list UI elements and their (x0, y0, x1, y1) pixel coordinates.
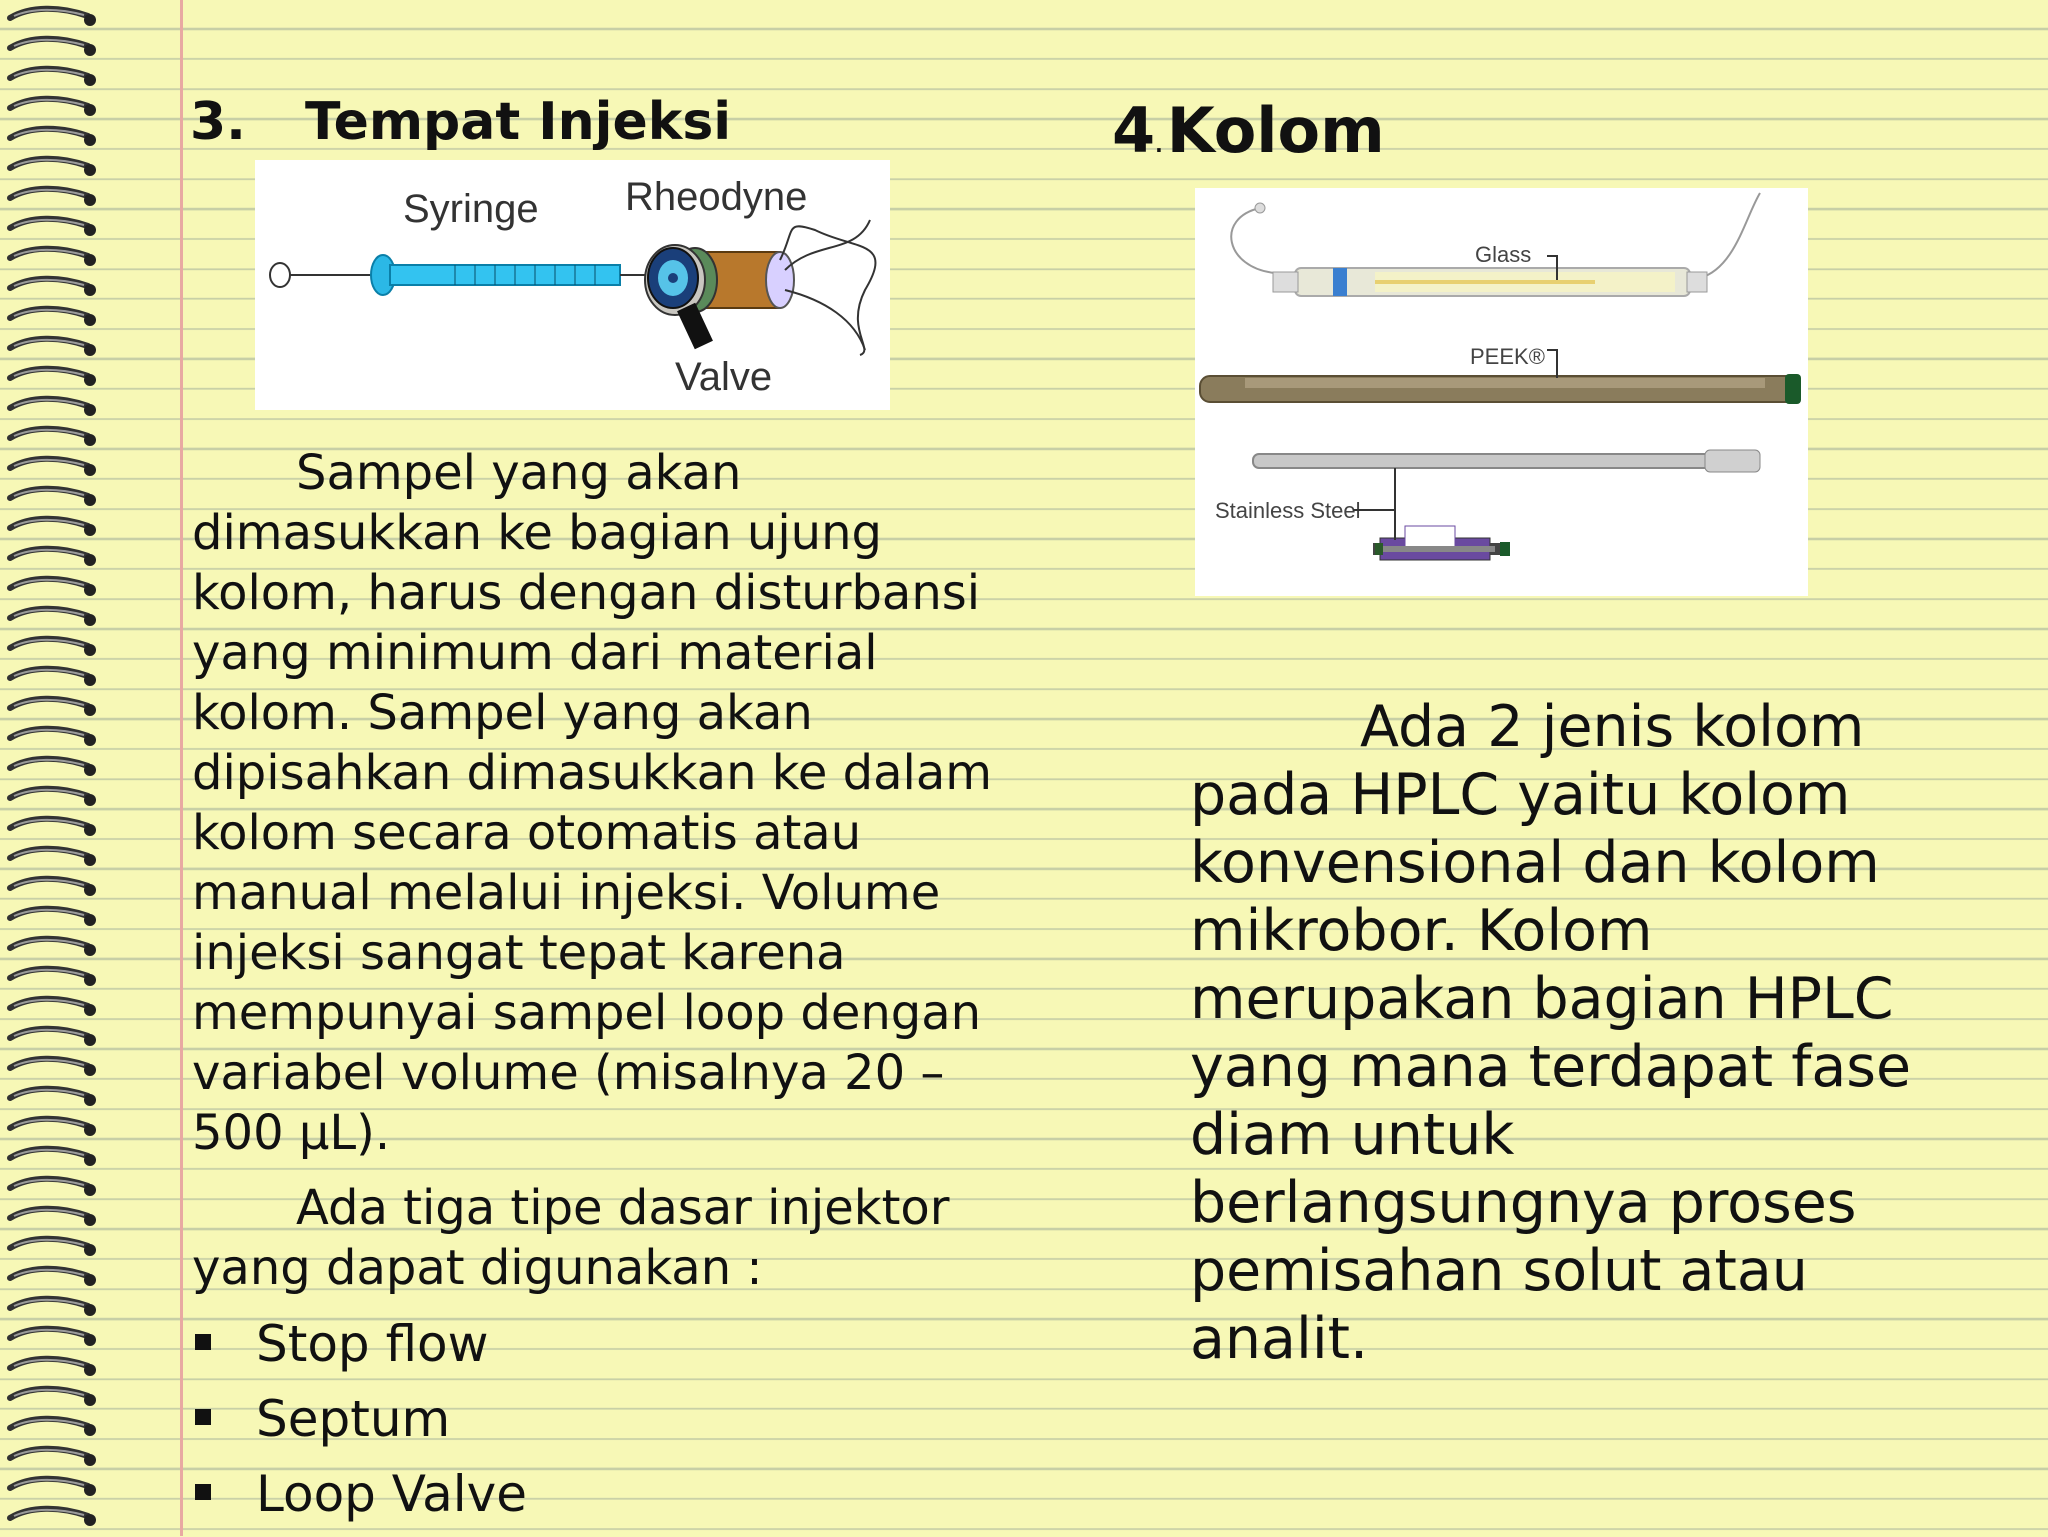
paragraph-line-text: Sampel yang akan (296, 445, 742, 501)
paragraph-line (192, 563, 992, 623)
rheodyne-label: Rheodyne (625, 175, 808, 219)
paragraph-line-text: kolom, harus dengan disturbansi (192, 565, 981, 621)
paragraph-line (192, 683, 992, 743)
syringe-label: Syringe (403, 187, 539, 231)
paragraph-line-text: Ada tiga tipe dasar injektor (296, 1180, 950, 1236)
paragraph-line (1190, 1101, 1911, 1169)
section-3-number: 3. (190, 92, 246, 152)
spiral-ring (10, 399, 96, 416)
spiral-ring (10, 1299, 96, 1316)
bullet-square-icon (195, 1484, 211, 1500)
paragraph-line-text: kolom. Sampel yang akan (192, 685, 813, 741)
spiral-ring (10, 1479, 96, 1496)
spiral-ring (10, 1149, 96, 1166)
paragraph-line-text: Ada 2 jenis kolom (1360, 694, 1865, 760)
spiral-ring (10, 759, 96, 776)
paragraph-line-text: 500 μL). (192, 1105, 391, 1161)
spiral-ring (10, 1359, 96, 1376)
peek-label: PEEK® (1470, 344, 1545, 369)
spiral-ring (10, 699, 96, 716)
paragraph-line-text: berlangsungnya proses (1190, 1170, 1857, 1236)
spiral-ring (10, 459, 96, 476)
valve-label: Valve (675, 355, 773, 399)
spiral-ring (10, 1209, 96, 1226)
paragraph-line-text: yang minimum dari material (192, 625, 878, 681)
spiral-ring (10, 9, 96, 26)
spiral-ring (10, 1179, 96, 1196)
spiral-ring (10, 339, 96, 356)
spiral-ring (10, 1329, 96, 1346)
paragraph-line (1190, 897, 1911, 965)
stainless-label: Stainless Steel (1215, 498, 1361, 523)
syringe-barrel (390, 265, 620, 285)
spiral-ring (10, 1419, 96, 1436)
injector-type-label: Stop flow (256, 1315, 489, 1373)
section-4-heading (1112, 94, 1385, 167)
spiral-ring (10, 189, 96, 206)
column-paragraph (1190, 693, 1911, 1373)
spiral-ring (10, 849, 96, 866)
paragraph-line (192, 1178, 949, 1238)
injector-type-item (195, 1312, 527, 1387)
paragraph-line (192, 443, 992, 503)
spiral-ring (10, 1029, 96, 1046)
injector-type-label: Loop Valve (256, 1465, 527, 1523)
paragraph-line (1190, 1305, 1911, 1373)
spiral-ring (10, 279, 96, 296)
spiral-ring (10, 39, 96, 56)
spiral-ring (10, 1239, 96, 1256)
spiral-ring (10, 819, 96, 836)
column-figure (1195, 188, 1808, 596)
spiral-ring (10, 969, 96, 986)
spiral-ring (10, 669, 96, 686)
paragraph-line (192, 1043, 992, 1103)
paragraph-line (1190, 1033, 1911, 1101)
section-4-title: Kolom (1166, 94, 1385, 167)
spiral-ring (10, 309, 96, 326)
spiral-ring (10, 519, 96, 536)
paragraph-line (1190, 965, 1911, 1033)
paragraph-line (1190, 1237, 1911, 1305)
injection-paragraph-1 (192, 443, 992, 1163)
paragraph-line (192, 503, 992, 563)
paragraph-line-text: mikrobor. Kolom (1190, 898, 1653, 964)
paragraph-line-text: analit. (1190, 1306, 1369, 1372)
paragraph-line-text: konvensional dan kolom (1190, 830, 1880, 896)
paragraph-line (192, 923, 992, 983)
spiral-ring (10, 939, 96, 956)
paragraph-line-text: pada HPLC yaitu kolom (1190, 762, 1851, 828)
spiral-ring (10, 1089, 96, 1106)
spiral-ring (10, 489, 96, 506)
spiral-ring (10, 249, 96, 266)
spiral-ring (10, 429, 96, 446)
spiral-ring (10, 1449, 96, 1466)
paragraph-line (192, 983, 992, 1043)
injector-types-list (195, 1312, 527, 1537)
paragraph-line-text: mempunyai sampel loop dengan (192, 985, 982, 1041)
paragraph-line (1190, 761, 1911, 829)
spiral-ring (10, 999, 96, 1016)
spiral-ring (10, 609, 96, 626)
spiral-ring (10, 1119, 96, 1136)
spiral-ring (10, 1389, 96, 1406)
spiral-ring (10, 129, 96, 146)
paragraph-line-text: yang dapat digunakan : (192, 1240, 763, 1296)
spiral-ring (10, 789, 96, 806)
spiral-ring (10, 549, 96, 566)
section-4-number: 4 (1112, 94, 1156, 167)
paragraph-line-text: diam untuk (1190, 1102, 1515, 1168)
margin-line (180, 0, 183, 1536)
spiral-ring (10, 1059, 96, 1076)
paragraph-line (1190, 693, 1911, 761)
bullet-square-icon (195, 1409, 211, 1425)
injector-type-item (195, 1387, 527, 1462)
section-4-dot: . (1155, 133, 1163, 157)
paragraph-line (1190, 829, 1911, 897)
paragraph-line-text: pemisahan solut atau (1190, 1238, 1808, 1304)
paragraph-line-text: yang mana terdapat fase (1190, 1034, 1912, 1100)
paragraph-line-text: merupakan bagian HPLC (1190, 966, 1894, 1032)
injection-paragraph-2 (192, 1178, 949, 1298)
paragraph-line (192, 863, 992, 923)
spiral-ring (10, 639, 96, 656)
stainless-column (1253, 454, 1758, 468)
paragraph-line (192, 803, 992, 863)
spiral-ring (10, 1509, 96, 1526)
spiral-binding (0, 0, 110, 1536)
spiral-ring (10, 369, 96, 386)
paragraph-line-text: dimasukkan ke bagian ujung (192, 505, 882, 561)
paragraph-line-text: injeksi sangat tepat karena (192, 925, 846, 981)
paragraph-line-text: manual melalui injeksi. Volume (192, 865, 941, 921)
section-3-title: Tempat Injeksi (305, 92, 732, 152)
spiral-ring (10, 219, 96, 236)
bullet-square-icon (195, 1334, 211, 1350)
paragraph-line (192, 623, 992, 683)
spiral-ring (10, 1269, 96, 1286)
injector-type-item (195, 1462, 527, 1537)
paragraph-line-text: kolom secara otomatis atau (192, 805, 862, 861)
spiral-ring (10, 579, 96, 596)
paragraph-line-text: dipisahkan dimasukkan ke dalam (192, 745, 993, 801)
spiral-ring (10, 159, 96, 176)
paragraph-line (192, 1238, 949, 1298)
paragraph-line-text: variabel volume (misalnya 20 – (192, 1045, 945, 1101)
paragraph-line (192, 1103, 992, 1163)
plunger-knob (270, 263, 290, 287)
spiral-ring (10, 879, 96, 896)
section-3-heading (190, 92, 731, 152)
spiral-ring (10, 909, 96, 926)
injector-figure (255, 160, 890, 410)
spiral-ring (10, 99, 96, 116)
spiral-ring (10, 69, 96, 86)
spiral-ring (10, 729, 96, 746)
paragraph-line (1190, 1169, 1911, 1237)
paragraph-line (192, 743, 992, 803)
glass-label: Glass (1475, 242, 1532, 267)
injector-type-label: Septum (256, 1390, 451, 1448)
